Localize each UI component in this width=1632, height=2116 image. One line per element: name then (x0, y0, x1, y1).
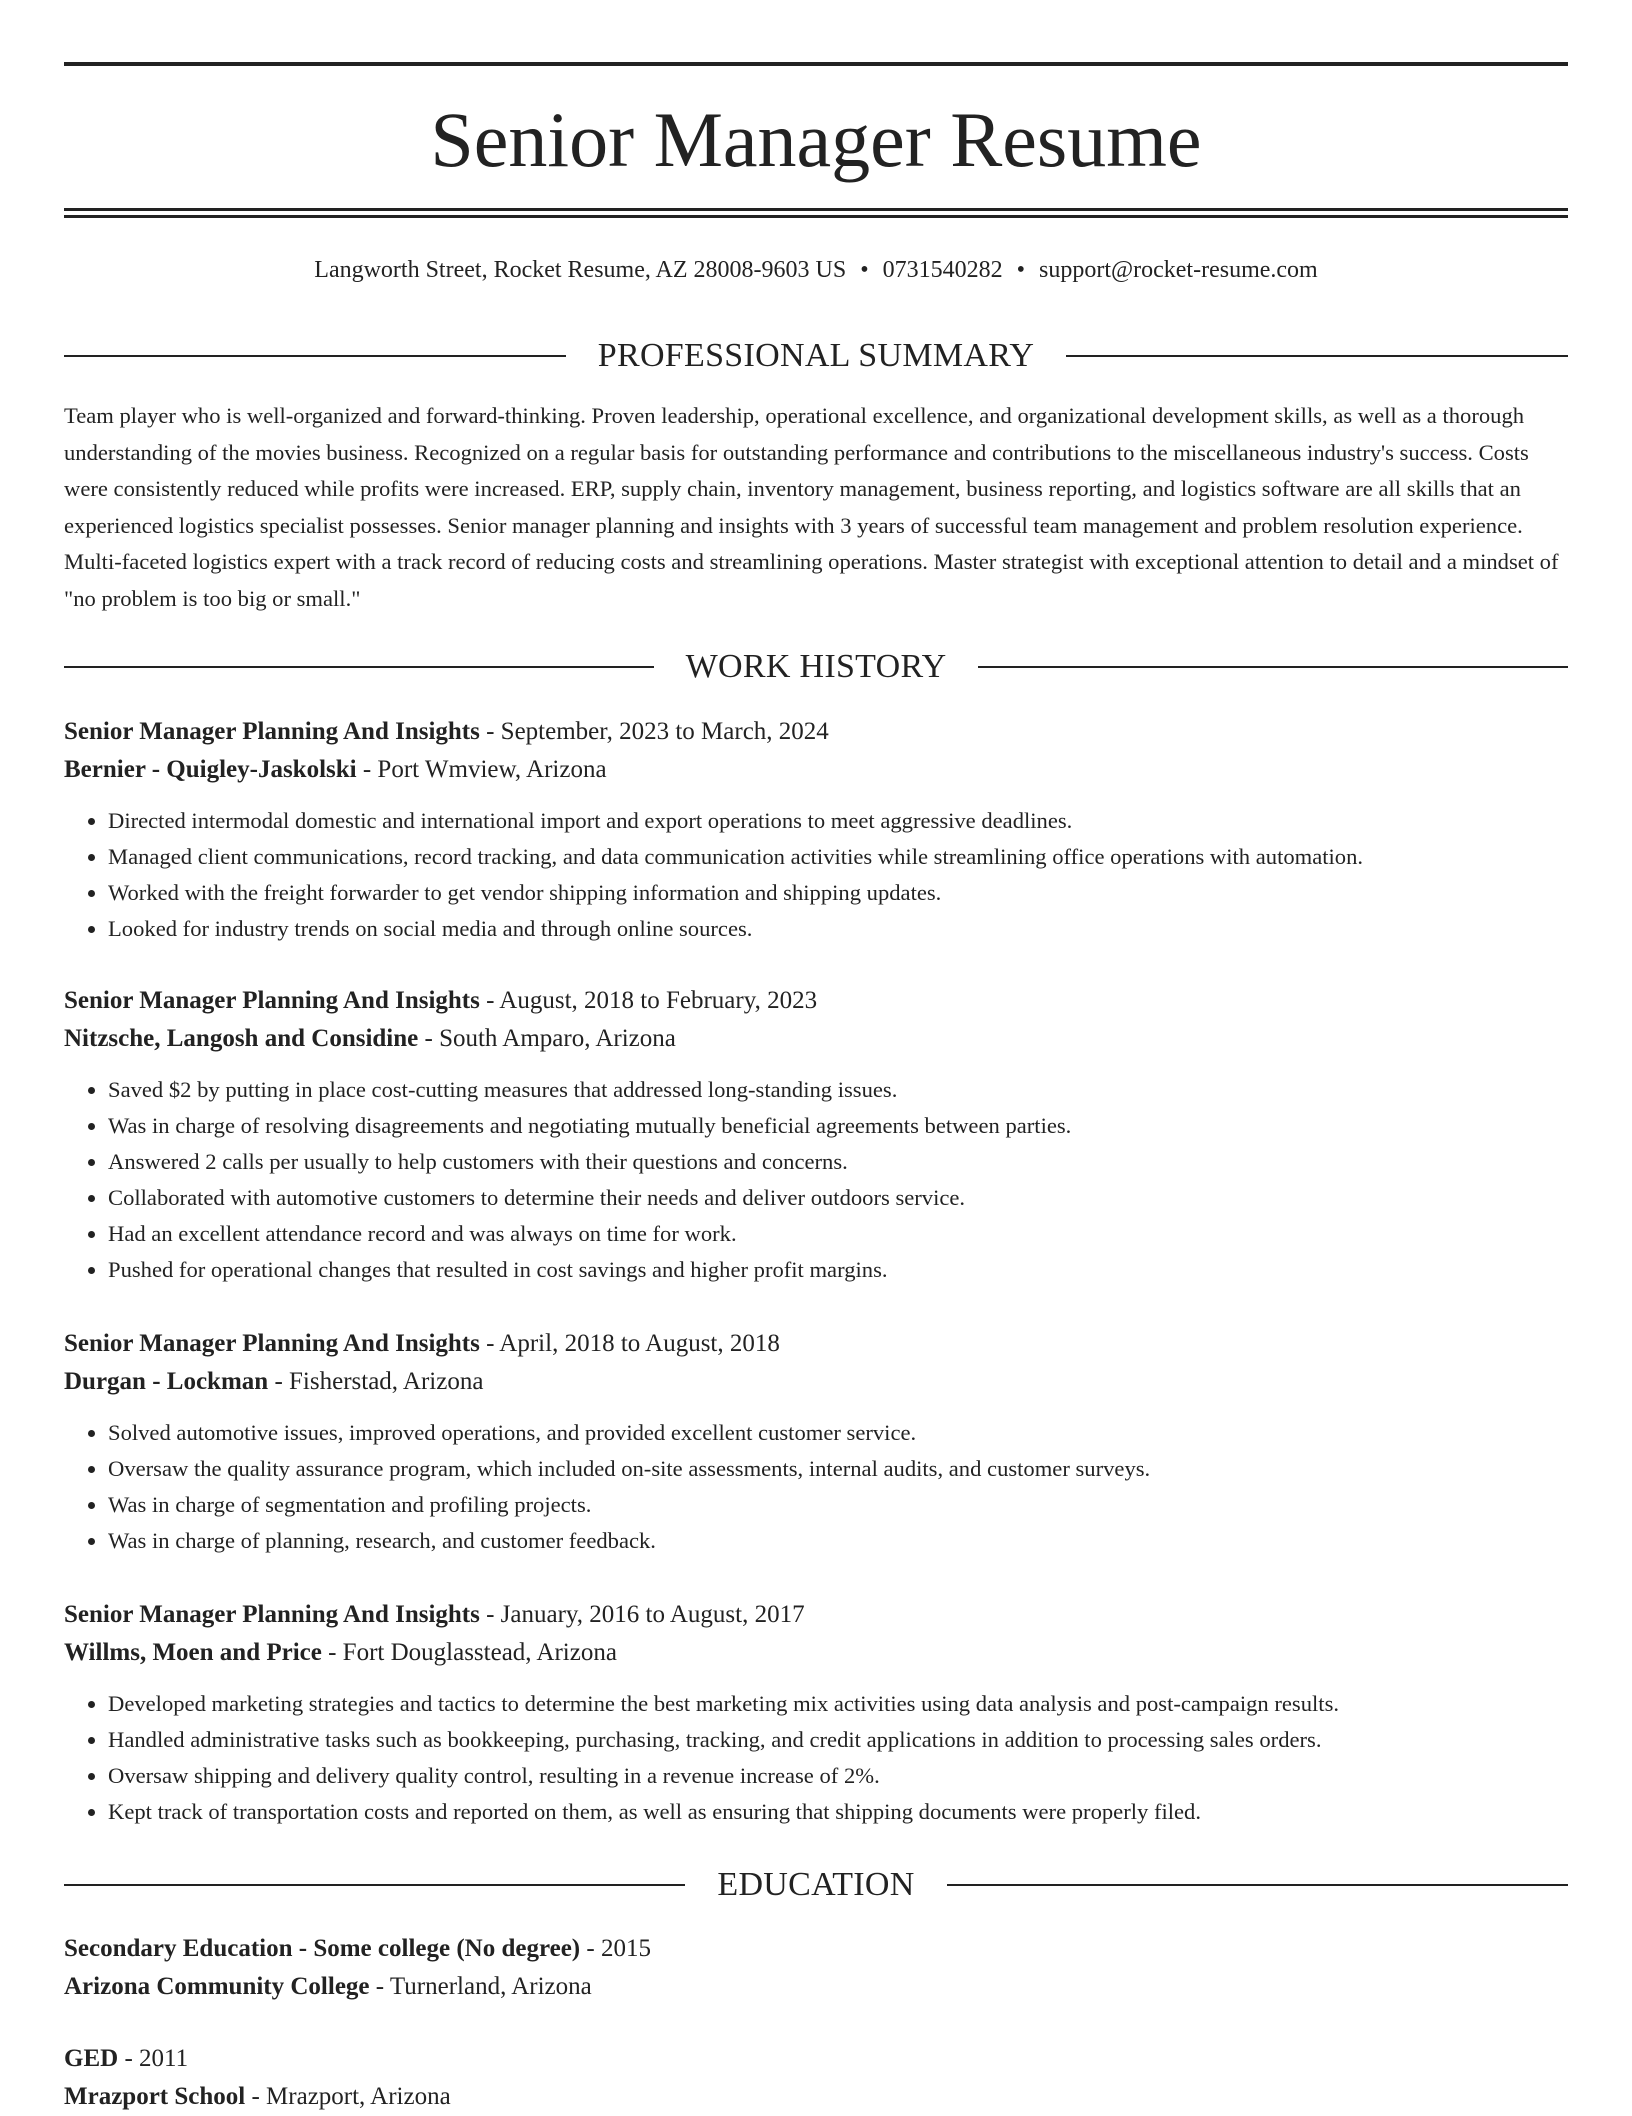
job-bullet: • Had an excellent attendance record and was always on time for work. (108, 1216, 1568, 1252)
job-bullet: • Saved $2 by putting in place cost-cutting measures that addressed long-standing issues. (108, 1072, 1568, 1108)
job-bullet: • Was in charge of resolving disagreements and negotiating mutually beneficial agreements between parties. (108, 1108, 1568, 1144)
work-history-heading-label: WORK HISTORY (685, 648, 947, 685)
heading-rule-left (64, 1884, 685, 1886)
job-title-line (64, 1596, 1568, 1634)
job-dates: - September, 2023 to March, 2024 (479, 718, 829, 745)
job-title: Senior Manager Planning And Insights (64, 718, 480, 745)
job-bullet: • Looked for industry trends on social media and through online sources. (108, 911, 1568, 947)
job-bullet: • Collaborated with automotive customers to determine their needs and deliver outdoors service. (108, 1180, 1568, 1216)
job-bullet: • Solved automotive issues, improved operations, and provided excellent customer service. (108, 1415, 1568, 1451)
job-location: - South Amparo, Arizona (418, 1025, 676, 1052)
job-company: Durgan - Lockman (64, 1368, 269, 1395)
job-title-line (64, 713, 1568, 751)
contact-separator: • (860, 257, 869, 283)
job-bullet: • Was in charge of segmentation and profiling projects. (108, 1487, 1568, 1523)
job-entry-1 (64, 713, 1568, 947)
job-bullet: • Kept track of transportation costs and reported on them, as well as ensuring that shipping documents were properly filed. (108, 1794, 1568, 1830)
education-school-line (64, 1968, 1568, 2006)
education-location: - Turnerland, Arizona (369, 1973, 592, 2000)
job-location: - Fisherstad, Arizona (268, 1368, 484, 1395)
job-location: - Port Wmview, Arizona (356, 756, 607, 783)
work-history-heading (64, 647, 1568, 687)
contact-separator: • (1016, 257, 1026, 283)
job-bullet: • Oversaw shipping and delivery quality control, resulting in a revenue increase of 2%. (108, 1758, 1568, 1794)
summary-text: Team player who is well-organized and forward-thinking. Proven leadership, operational excellence, and organizational development skills, as well as a thorough understanding of the movies business. Recognized on a regular basis for outstanding performance and contributions to the miscellaneous industry's success. Costs were consistently reduced while profits were increased. ERP, supply chain, inventory management, business reporting, and logistics software are all skills that an experienced logistics specialist possesses. Senior manager planning and insights with 3 years of successful team management and problem resolution experience. Multi-faceted logistics expert with a track record of reducing costs and streamlining operations. Master strategist with exceptional attention to detail and a mindset of "no problem is too big or small." (64, 403, 1559, 611)
title-double-rule (64, 208, 1568, 218)
job-company-line (64, 1634, 1568, 1672)
job-dates: - January, 2016 to August, 2017 (479, 1601, 805, 1628)
job-bullet: • Pushed for operational changes that resulted in cost savings and higher profit margins. (108, 1252, 1568, 1288)
summary-heading-label: PROFESSIONAL SUMMARY (597, 337, 1035, 374)
heading-rule-right (1066, 355, 1568, 357)
heading-rule-right (978, 666, 1568, 668)
education-school: Arizona Community College (64, 1973, 370, 2000)
contact-email: support@rocket-resume.com (1039, 257, 1318, 283)
job-bullet: • Directed intermodal domestic and international import and export operations to meet aggressive deadlines. (108, 803, 1568, 839)
resume-title: Senior Manager Resume (430, 96, 1202, 183)
job-dates: - April, 2018 to August, 2018 (479, 1330, 780, 1357)
job-bullet: • Handled administrative tasks such as bookkeeping, purchasing, tracking, and credit applications in addition to processing sales orders. (108, 1722, 1568, 1758)
job-company: Willms, Moen and Price (64, 1639, 322, 1666)
job-entry-3 (64, 1325, 1568, 1559)
job-bullets (64, 1072, 1568, 1288)
education-school: Mrazport School (64, 2083, 246, 2110)
education-degree: GED (64, 2045, 119, 2072)
heading-rule-right (947, 1884, 1568, 1886)
job-company: Bernier - Quigley-Jaskolski (64, 756, 357, 783)
job-bullet: • Was in charge of planning, research, and customer feedback. (108, 1523, 1568, 1559)
job-bullet: • Managed client communications, record tracking, and data communication activities while streamlining office operations with automation. (108, 839, 1568, 875)
education-year: - 2011 (118, 2045, 189, 2072)
heading-rule-left (64, 666, 654, 668)
contact-line (64, 252, 1568, 288)
job-entry-2 (64, 982, 1568, 1288)
job-title: Senior Manager Planning And Insights (64, 987, 480, 1014)
job-bullet: • Answered 2 calls per usually to help customers with their questions and concerns. (108, 1144, 1568, 1180)
job-bullet: • Worked with the freight forwarder to get vendor shipping information and shipping updates. (108, 875, 1568, 911)
education-location: - Mrazport, Arizona (245, 2083, 451, 2110)
job-bullet: • Developed marketing strategies and tactics to determine the best marketing mix activities using data analysis and post-campaign results. (108, 1686, 1568, 1722)
job-company-line (64, 1363, 1568, 1401)
job-entry-4 (64, 1596, 1568, 1830)
education-year: - 2015 (580, 1935, 651, 1962)
education-degree: Secondary Education - Some college (No degree) (64, 1935, 581, 1962)
job-title-line (64, 1325, 1568, 1363)
contact-phone: 0731540282 (882, 257, 1003, 283)
contact-address: Langworth Street, Rocket Resume, AZ 28008-9603 US (314, 257, 847, 283)
job-title: Senior Manager Planning And Insights (64, 1330, 480, 1357)
job-company: Nitzsche, Langosh and Considine (64, 1025, 419, 1052)
education-heading (64, 1865, 1568, 1905)
heading-rule-left (64, 355, 566, 357)
job-location: - Fort Douglasstead, Arizona (321, 1639, 617, 1666)
education-degree-line (64, 1930, 1568, 1968)
education-entry-2 (64, 2040, 1568, 2116)
education-entry-1 (64, 1930, 1568, 2006)
job-company-line (64, 1020, 1568, 1058)
education-degree-line (64, 2040, 1568, 2078)
job-bullets (64, 1686, 1568, 1830)
job-bullet: • Oversaw the quality assurance program, which included on-site assessments, internal audits, and customer surveys. (108, 1451, 1568, 1487)
job-title-line (64, 982, 1568, 1020)
education-heading-label: EDUCATION (717, 1866, 915, 1903)
job-bullets (64, 803, 1568, 947)
job-company-line (64, 751, 1568, 789)
education-school-line (64, 2078, 1568, 2116)
summary-heading (64, 336, 1568, 376)
job-title: Senior Manager Planning And Insights (64, 1601, 480, 1628)
top-rule (64, 62, 1568, 66)
job-bullets (64, 1415, 1568, 1559)
job-dates: - August, 2018 to February, 2023 (479, 987, 818, 1014)
